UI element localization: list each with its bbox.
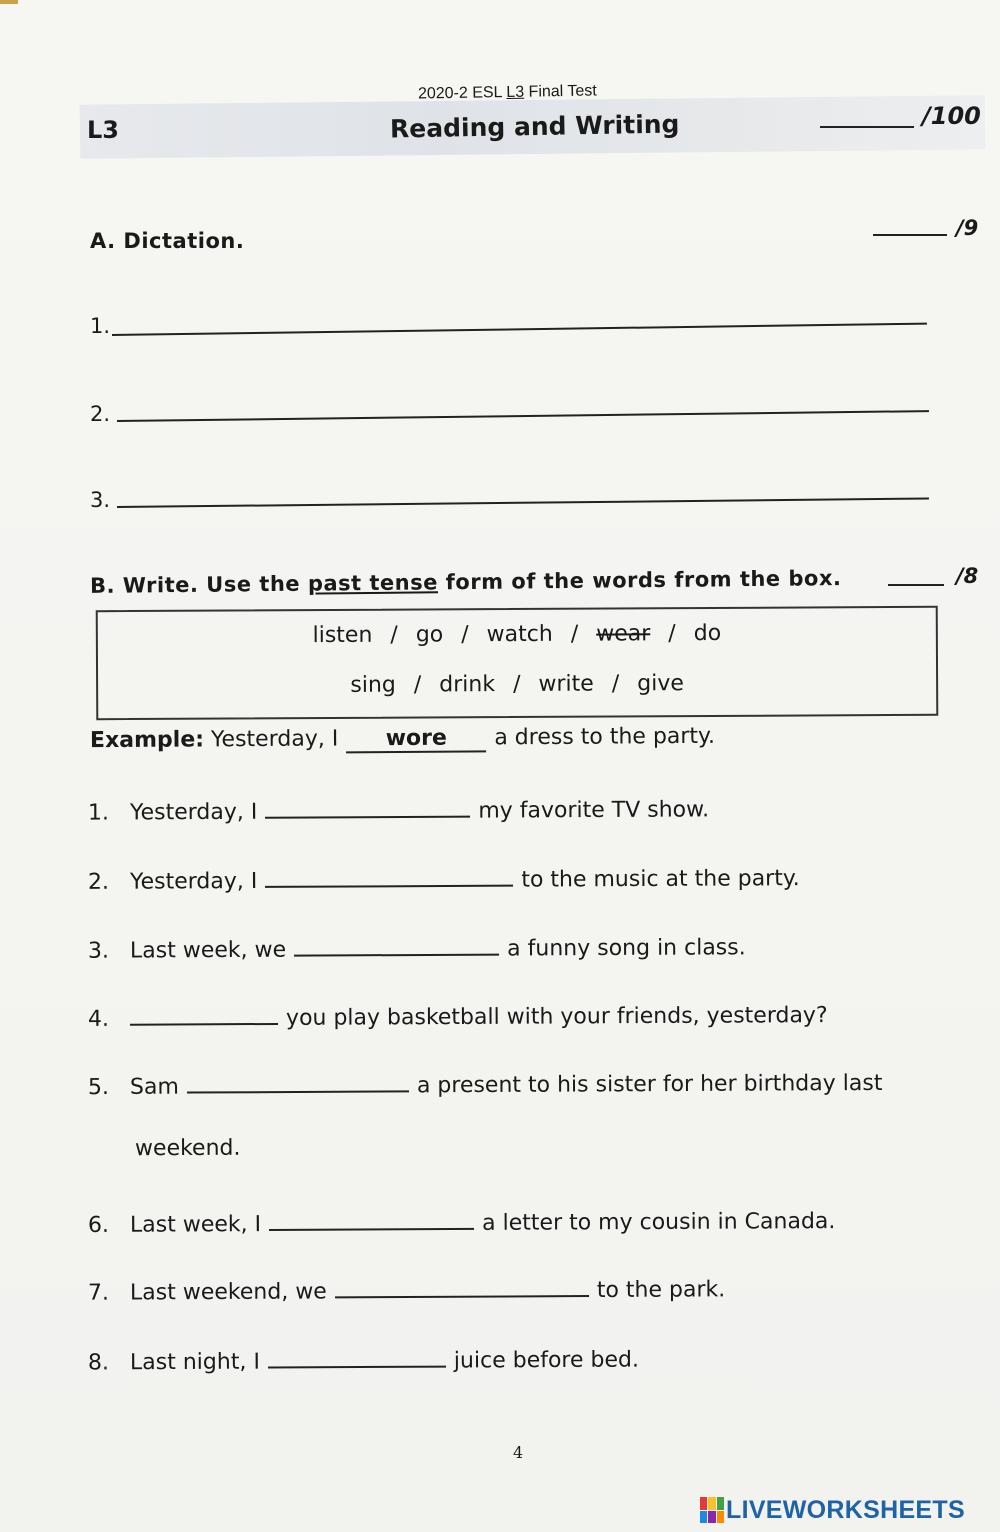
question-3: 3. Last week, we a funny song in class.: [88, 930, 746, 963]
test-subtitle: 2020-2 ESL L3 Final Test: [417, 82, 597, 103]
dictation-number: 2.: [90, 402, 111, 426]
brand-name: LIVEWORKSHEETS: [726, 1495, 965, 1524]
question-6: 6. Last week, I a letter to my cousin in Canada.: [88, 1204, 836, 1238]
liveworksheets-logo-icon: [700, 1497, 724, 1523]
question-5-continued: weekend.: [134, 1135, 241, 1162]
dictation-number: 1.: [90, 314, 111, 338]
page-title: Reading and Writing: [389, 109, 680, 144]
answer-blank-8[interactable]: [268, 1344, 446, 1369]
logo-tile: [708, 1511, 715, 1524]
section-b-score-blank[interactable]: [888, 584, 944, 586]
liveworksheets-brand: [700, 1494, 965, 1526]
word-bank-word: sing: [350, 672, 396, 698]
section-b-score: /8: [956, 564, 979, 588]
section-a-score: /9: [956, 216, 979, 240]
question-7: 7. Last weekend, we to the park.: [88, 1272, 725, 1305]
question-8: 8. Last night, I juice before bed.: [88, 1343, 639, 1376]
word-bank-row-2: sing / drink / write / give: [350, 671, 684, 698]
answer-blank-6[interactable]: [269, 1206, 474, 1231]
answer-blank-2[interactable]: [265, 863, 513, 888]
word-bank-word: do: [693, 620, 722, 647]
section-a-score-blank[interactable]: [873, 234, 947, 236]
word-bank-box: [96, 606, 939, 720]
word-bank-word: go: [415, 622, 444, 648]
logo-tile: [717, 1511, 724, 1524]
page-number: 4: [513, 1443, 524, 1462]
dictation-answer-line-3[interactable]: [117, 497, 929, 508]
example-sentence: Example: Yesterday, I wore a dress to the party.: [89, 723, 715, 754]
dictation-number: 3.: [90, 488, 111, 512]
question-5: 5. Sam a present to his sister for her birthday last: [88, 1066, 883, 1100]
scan-edge-mark: [0, 0, 18, 4]
word-bank-row-1: listen / go / watch / wear / do: [312, 620, 722, 649]
word-bank-word: watch: [486, 621, 553, 648]
answer-blank-1[interactable]: [265, 794, 470, 819]
example-label: Example:: [89, 727, 205, 754]
total-score-label: /100: [922, 102, 981, 130]
question-1: 1. Yesterday, I my favorite TV show.: [88, 792, 709, 825]
word-bank-word: listen: [312, 622, 373, 649]
total-score-blank[interactable]: [820, 126, 914, 128]
answer-blank-4[interactable]: [130, 1001, 278, 1026]
level-label: L3: [87, 116, 119, 144]
logo-tile: [700, 1497, 707, 1510]
section-b-title: B. Write. Use the past tense form of the words from the box.: [89, 566, 842, 598]
question-2: 2. Yesterday, I to the music at the party.: [88, 861, 800, 895]
question-4: 4. you play basketball with your friends, yesterday?: [88, 998, 828, 1032]
example-answer: wore: [346, 725, 486, 753]
answer-blank-7[interactable]: [335, 1273, 589, 1298]
logo-tile: [717, 1497, 724, 1510]
word-bank-word: write: [538, 671, 594, 697]
answer-blank-5[interactable]: [187, 1068, 409, 1093]
word-bank-word-crossed: wear: [596, 621, 651, 647]
dictation-answer-line-2[interactable]: [117, 410, 929, 422]
answer-blank-3[interactable]: [294, 932, 499, 957]
logo-tile: [700, 1511, 707, 1524]
section-a-title: A. Dictation.: [90, 229, 245, 253]
word-bank-word: give: [637, 671, 684, 697]
logo-tile: [708, 1497, 715, 1510]
word-bank-word: drink: [439, 672, 496, 698]
dictation-answer-line-1[interactable]: [112, 323, 927, 336]
